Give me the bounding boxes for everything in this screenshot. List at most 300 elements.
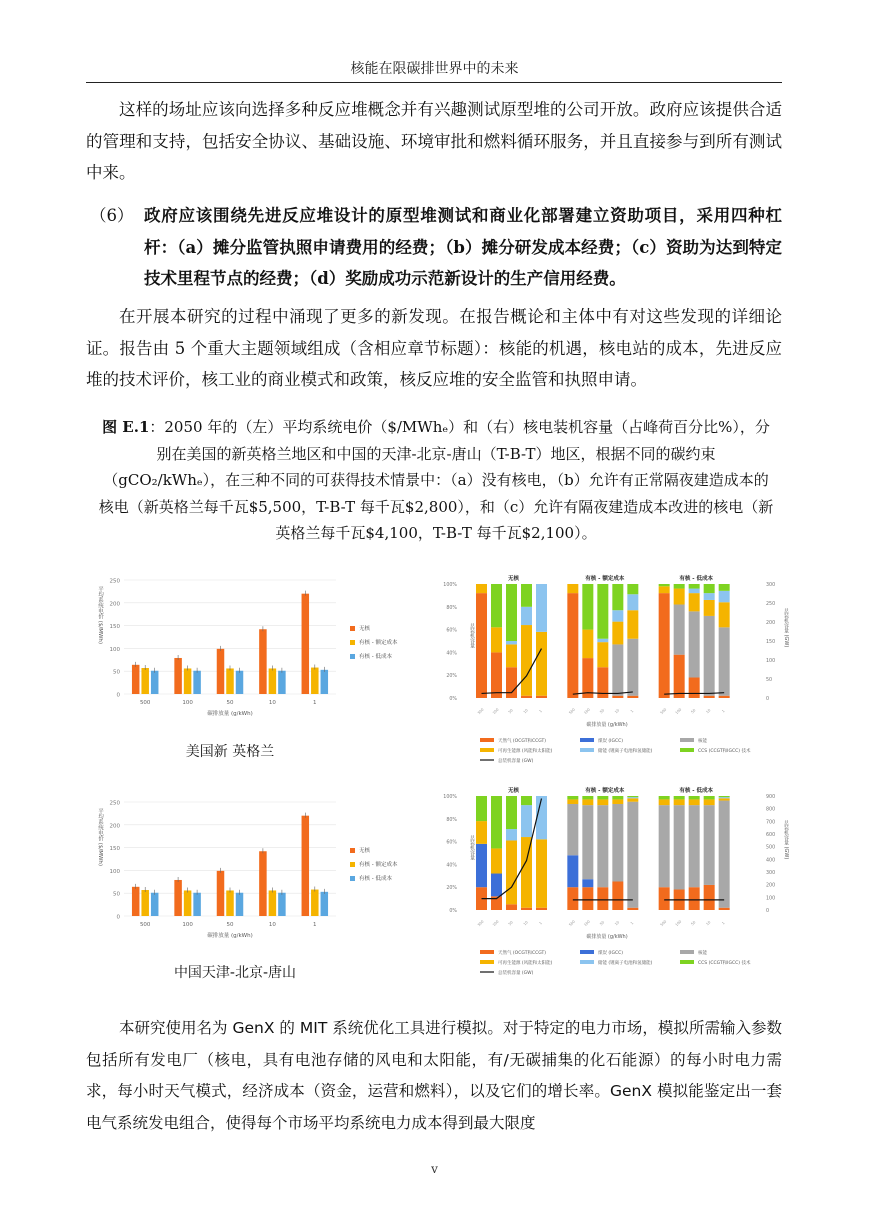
- y2-tick-label: 700: [766, 820, 776, 826]
- x-tick-label: 500: [139, 922, 151, 928]
- price-bar: [321, 892, 329, 916]
- capacity-segment: [627, 594, 638, 610]
- price-chart-tbt: [88, 790, 418, 940]
- capacity-segment: [704, 885, 715, 910]
- y-tick-label: 150: [109, 846, 120, 853]
- y-tick-label: 40%: [446, 863, 457, 869]
- capacity-segment: [536, 796, 547, 839]
- capacity-segment: [659, 584, 670, 586]
- y2-tick-label: 300: [766, 583, 776, 588]
- capacity-segment: [612, 644, 623, 695]
- legend-label: 有核 - 低成本: [359, 654, 392, 660]
- price-bar: [193, 671, 201, 694]
- x-tick-label: 500: [476, 919, 485, 928]
- y-tick-label: 200: [109, 823, 120, 830]
- y-tick-label: 80%: [446, 605, 457, 611]
- y-tick-label: 250: [109, 578, 120, 585]
- item-text: 政府应该围绕先进反应堆设计的原型堆测试和商业化部署建立资助项目，采用四种杠杆：（a）摊分监管执照申请费用的经费；（b）摊分研发成本经费；（c）资助为达到特定技术里程节点的经费；（d）奖励成功示范新设计的生产信用经费。: [144, 206, 782, 288]
- group-title: 有核 - 额定成本: [585, 576, 625, 582]
- y-tick-label: 20%: [446, 674, 457, 680]
- x-tick-label: 50: [226, 922, 234, 928]
- legend-label: 无核: [359, 848, 371, 854]
- capacity-segment: [689, 796, 700, 799]
- legend-label: 有核 - 低成本: [359, 876, 392, 882]
- capacity-segment: [612, 799, 623, 804]
- legend-label: 储能 (锂离子电池和氢储能): [598, 749, 653, 754]
- capacity-segment: [521, 908, 532, 910]
- capacity-segment: [567, 799, 578, 804]
- legend-swatch: [480, 748, 494, 752]
- y-tick-label: 100%: [443, 583, 457, 588]
- price-bar: [311, 890, 319, 916]
- x-tick-label: 500: [139, 700, 151, 706]
- capacity-segment: [612, 804, 623, 882]
- price-bar: [269, 668, 277, 694]
- price-bar: [193, 893, 201, 916]
- capacity-segment: [521, 696, 532, 698]
- capacity-segment: [704, 796, 715, 799]
- capacity-segment: [567, 584, 578, 593]
- paragraph-test-sites: 这样的场址应该向选择多种反应堆概念并有兴趣测试原型堆的公司开放。政府应该提供合适的管理和支持，包括安全协议、基础设施、环境审批和燃料循环服务，并且直接参与到所有测试中来。: [86, 100, 782, 182]
- capacity-segment: [521, 584, 532, 607]
- price-bar: [226, 890, 234, 916]
- x-tick-label: 1: [721, 709, 726, 714]
- capacity-segment: [689, 589, 700, 594]
- capacity-segment: [704, 696, 715, 698]
- y2-tick-label: 50: [766, 678, 773, 683]
- legend-swatch: [680, 748, 694, 752]
- price-bar: [132, 665, 140, 694]
- y-tick-label: 100%: [443, 795, 457, 800]
- capacity-segment: [689, 887, 700, 910]
- x-tick-label: 10: [268, 700, 276, 706]
- price-bar: [236, 671, 244, 694]
- capacity-segment: [597, 805, 608, 887]
- capacity-segment: [506, 840, 517, 904]
- x-tick-label: 10: [522, 708, 529, 715]
- capacity-segment: [597, 887, 608, 910]
- capacity-segment: [689, 611, 700, 677]
- capacity-segment: [582, 796, 593, 799]
- capacity-segment: [674, 584, 685, 589]
- legend-swatch: [580, 960, 594, 964]
- y-tick-label: 0: [116, 914, 120, 921]
- price-bar: [217, 649, 225, 694]
- price-bar: [302, 816, 310, 916]
- capacity-segment: [582, 799, 593, 805]
- capacity-segment: [689, 593, 700, 611]
- x-axis-label: 碳排放量 (g/kWh): [586, 722, 628, 728]
- capacity-segment: [491, 584, 502, 627]
- figure-caption: [96, 414, 776, 547]
- capacity-segment: [521, 837, 532, 908]
- capacity-segment: [689, 799, 700, 805]
- y2-tick-label: 100: [766, 659, 776, 664]
- y-axis-label: 总装机容量: [469, 835, 475, 860]
- running-header: 核能在限碳排世界中的未来: [350, 61, 519, 77]
- capacity-segment: [689, 805, 700, 887]
- x-tick-label: 500: [659, 919, 668, 928]
- x-tick-label: 50: [690, 920, 697, 927]
- y2-tick-label: 250: [766, 602, 776, 607]
- capacity-segment: [597, 584, 608, 639]
- x-tick-label: 10: [614, 708, 621, 715]
- x-tick-label: 50: [226, 700, 234, 706]
- x-tick-label: 100: [583, 707, 591, 716]
- capacity-segment: [612, 584, 623, 610]
- capacity-segment: [536, 839, 547, 907]
- price-bar: [236, 893, 244, 916]
- price-bar: [217, 871, 225, 916]
- x-tick-label: 1: [538, 921, 544, 926]
- capacity-segment: [536, 696, 547, 698]
- x-tick-label: 10: [268, 922, 276, 928]
- group-title: 有核 - 低成本: [679, 576, 713, 582]
- capacity-segment: [659, 805, 670, 887]
- capacity-chart-svg: [436, 780, 789, 988]
- capacity-segment: [704, 584, 715, 593]
- capacity-segment: [719, 801, 730, 908]
- capacity-segment: [674, 589, 685, 605]
- group-title: 有核 - 低成本: [679, 788, 713, 794]
- price-bar: [226, 668, 234, 694]
- price-bar: [302, 594, 310, 694]
- price-bar: [278, 671, 286, 694]
- capacity-segment: [689, 584, 700, 589]
- legend-label: 煤炭 (IGCC): [598, 951, 624, 956]
- price-chart-svg: [88, 790, 418, 940]
- capacity-segment: [627, 696, 638, 698]
- capacity-segment: [476, 584, 487, 593]
- x-tick-label: 1: [313, 922, 317, 928]
- legend-label: 天然气 (OCGT和CCGT): [498, 739, 547, 744]
- capacity-segment: [476, 796, 487, 821]
- legend-swatch: [350, 640, 355, 645]
- capacity-segment: [582, 879, 593, 887]
- price-bar: [321, 670, 329, 694]
- y2-tick-label: 500: [766, 845, 776, 851]
- capacity-segment: [612, 882, 623, 911]
- x-axis-label: 碳排放量 (g/kWh): [207, 711, 253, 717]
- capacity-segment: [704, 600, 715, 616]
- x-tick-label: 50: [599, 920, 606, 927]
- x-tick-label: 100: [491, 919, 500, 928]
- capacity-segment: [719, 627, 730, 695]
- y-tick-label: 0%: [449, 697, 457, 702]
- legend-swatch: [680, 738, 694, 742]
- capacity-segment: [704, 799, 715, 805]
- group-title: 无核: [507, 788, 520, 794]
- capacity-segment: [536, 908, 547, 910]
- capacity-segment: [659, 887, 670, 910]
- capacity-segment: [521, 805, 532, 837]
- x-tick-label: 100: [674, 919, 683, 928]
- price-bar: [151, 671, 159, 694]
- legend-label: 可再生能源 (风能和太阳能): [498, 749, 553, 754]
- legend-label: 总装机容量 (GW): [498, 971, 534, 976]
- capacity-segment: [627, 639, 638, 696]
- legend-swatch: [350, 626, 355, 631]
- legend-swatch: [350, 848, 355, 853]
- capacity-chart-new-england: [436, 568, 789, 778]
- capacity-segment: [674, 796, 685, 799]
- capacity-segment: [627, 584, 638, 594]
- group-title: 无核: [507, 576, 520, 582]
- legend-label: 煤炭 (IGCC): [598, 739, 624, 744]
- capacity-segment: [521, 796, 532, 805]
- capacity-segment: [491, 796, 502, 848]
- page-number: v: [431, 1162, 438, 1176]
- price-bar: [259, 851, 267, 916]
- y-tick-label: 0: [116, 692, 120, 699]
- capacity-segment: [567, 593, 578, 698]
- y-tick-label: 50: [113, 891, 120, 898]
- y-tick-label: 200: [109, 601, 120, 608]
- capacity-segment: [506, 584, 517, 641]
- y-tick-label: 0%: [449, 909, 457, 914]
- y2-axis-label: 总装机容量 (GW): [783, 608, 789, 648]
- y-tick-label: 100: [109, 868, 120, 875]
- figure-label: 图 E.1: [102, 418, 150, 436]
- y-tick-label: 40%: [446, 651, 457, 657]
- capacity-chart-svg: [436, 568, 789, 778]
- figure-caption-text: ：2050 年的（左）平均系统电价（$/MWhₑ）和（右）核电装机容量（占峰荷百分比%），分别在美国的新英格兰地区和中国的天津-北京-唐山（T-B-T）地区，根据不同的碳约束（gCO₂/kWhₑ），在三种不同的可获得技术情景中：（a）没有核电，（b）允许有正常隔夜建造成本的核电（新英格兰每千瓦$5,500，T-B-T 每千瓦$2,800），和（c）允许有隔夜建造成本改进的核电（新英格兰每千瓦$4,100，T-B-T 每千瓦$2,100）。: [98, 418, 774, 542]
- price-chart-svg: [88, 568, 418, 718]
- capacity-segment: [674, 655, 685, 698]
- y2-tick-label: 0: [766, 909, 770, 914]
- x-tick-label: 10: [705, 708, 712, 715]
- capacity-segment: [506, 796, 517, 829]
- legend-label: 无核: [359, 626, 371, 632]
- x-tick-label: 1: [629, 921, 635, 926]
- y2-axis-label: 总装机容量 (GW): [783, 820, 789, 860]
- x-tick-label: 50: [599, 708, 606, 715]
- capacity-segment: [476, 593, 487, 698]
- y2-tick-label: 150: [766, 640, 776, 645]
- capacity-segment: [627, 610, 638, 639]
- legend-label: 核能: [698, 739, 707, 744]
- item-number: （6）: [90, 206, 134, 225]
- x-tick-label: 500: [659, 707, 668, 716]
- capacity-segment: [506, 641, 517, 644]
- capacity-segment: [704, 593, 715, 600]
- x-tick-label: 50: [507, 708, 514, 715]
- x-tick-label: 100: [674, 707, 683, 716]
- capacity-segment: [506, 904, 517, 910]
- y2-tick-label: 200: [766, 621, 776, 626]
- legend-swatch: [350, 654, 355, 659]
- legend-label: 核能: [698, 951, 707, 956]
- capacity-segment: [567, 796, 578, 799]
- y-axis-label: 平均系统电价 ($/MWh): [97, 808, 103, 867]
- capacity-segment: [627, 797, 638, 798]
- x-tick-label: 10: [614, 920, 621, 927]
- capacity-segment: [627, 908, 638, 910]
- legend-swatch: [580, 748, 594, 752]
- y-tick-label: 250: [109, 800, 120, 807]
- price-bar: [174, 658, 182, 694]
- capacity-segment: [567, 887, 578, 910]
- capacity-segment: [659, 796, 670, 799]
- legend-label: CCS (CCGT和IGCC) 技术: [698, 749, 751, 754]
- capacity-segment: [719, 591, 730, 602]
- legend-swatch: [480, 960, 494, 964]
- legend-swatch: [580, 738, 594, 742]
- capacity-segment: [582, 887, 593, 910]
- legend-swatch: [680, 960, 694, 964]
- x-tick-label: 50: [690, 708, 697, 715]
- y-tick-label: 20%: [446, 886, 457, 892]
- capacity-segment: [674, 605, 685, 655]
- legend-label: 有核 - 额定成本: [359, 862, 398, 868]
- capacity-segment: [582, 584, 593, 630]
- capacity-segment: [612, 696, 623, 698]
- paragraph-genx: 本研究使用名为 GenX 的 MIT 系统优化工具进行模拟。对于特定的电力市场，模拟所需输入参数包括所有发电厂（核电，具有电池存储的风电和太阳能，有/无碳捕集的化石能源）的每小时电力需求，每小时天气模式，经济成本（资金，运营和燃料），以及它们的增长率。GenX 模拟能鉴定出一套电气系统发电组合，使得每个市场平均系统电力成本得到最大限度: [86, 1019, 782, 1132]
- y2-tick-label: 300: [766, 871, 776, 876]
- legend-label: 有核 - 额定成本: [359, 640, 398, 646]
- x-tick-label: 100: [583, 919, 591, 928]
- capacity-segment: [491, 652, 502, 698]
- capacity-segment: [491, 627, 502, 652]
- y2-tick-label: 400: [766, 858, 776, 864]
- y2-tick-label: 600: [766, 833, 776, 838]
- capacity-segment: [536, 632, 547, 696]
- legend-swatch: [680, 950, 694, 954]
- capacity-segment: [506, 829, 517, 840]
- y-tick-label: 60%: [446, 628, 457, 634]
- legend-label: 可再生能源 (风能和太阳能): [498, 961, 553, 966]
- capacity-segment: [521, 625, 532, 696]
- capacity-segment: [597, 642, 608, 667]
- legend-label: CCS (CCGT和IGCC) 技术: [698, 961, 751, 966]
- x-tick-label: 50: [507, 920, 514, 927]
- x-tick-label: 1: [721, 921, 726, 926]
- capacity-segment: [612, 610, 623, 621]
- capacity-segment: [491, 874, 502, 897]
- capacity-segment: [719, 908, 730, 910]
- capacity-segment: [674, 799, 685, 805]
- capacity-segment: [689, 677, 700, 698]
- x-axis-label: 碳排放量 (g/kWh): [207, 933, 253, 939]
- capacity-segment: [506, 667, 517, 698]
- capacity-segment: [567, 804, 578, 855]
- capacity-segment: [627, 802, 638, 908]
- legend-swatch: [480, 738, 494, 742]
- y-tick-label: 80%: [446, 817, 457, 823]
- capacity-segment: [582, 630, 593, 659]
- paragraph-findings: 在开展本研究的过程中涌现了更多的新发现。在报告概论和主体中有对这些发现的详细论证。报告由 5 个重大主题领域组成（含相应章节标题）：核能的机遇，核电站的成本，先进反应堆的技术评价，核工业的商业模式和政策，核反应堆的安全监管和执照申请。: [86, 307, 782, 389]
- capacity-segment: [582, 658, 593, 698]
- price-bar: [259, 629, 267, 694]
- capacity-segment: [627, 798, 638, 801]
- capacity-segment: [521, 607, 532, 625]
- capacity-segment: [491, 848, 502, 873]
- group-title: 有核 - 额定成本: [585, 788, 625, 794]
- capacity-segment: [612, 796, 623, 799]
- price-bar: [184, 890, 192, 916]
- y2-tick-label: 100: [766, 896, 776, 902]
- header-rule: [86, 82, 782, 83]
- y-tick-label: 100: [109, 646, 120, 653]
- y2-tick-label: 0: [766, 697, 770, 702]
- capacity-segment: [612, 622, 623, 645]
- legend-swatch: [350, 862, 355, 867]
- capacity-segment: [659, 799, 670, 805]
- legend-swatch: [350, 876, 355, 881]
- legend-swatch: [480, 950, 494, 954]
- price-bar: [184, 668, 192, 694]
- price-bar: [132, 887, 140, 916]
- price-bar: [141, 890, 149, 916]
- x-tick-label: 500: [568, 707, 576, 716]
- y-tick-label: 150: [109, 624, 120, 631]
- price-bar: [151, 893, 159, 916]
- x-tick-label: 500: [568, 919, 576, 928]
- capacity-segment: [597, 799, 608, 805]
- capacity-line: [664, 693, 724, 695]
- x-axis-label: 碳排放量 (g/kWh): [586, 934, 628, 940]
- x-tick-label: 100: [182, 700, 193, 706]
- y-axis-label: 平均系统电价 ($/MWh): [97, 586, 103, 645]
- capacity-segment: [704, 616, 715, 696]
- capacity-segment: [582, 805, 593, 879]
- y-tick-label: 60%: [446, 840, 457, 846]
- y2-tick-label: 800: [766, 807, 776, 813]
- price-bar: [269, 890, 277, 916]
- region-label-tbt: 中国天津-北京-唐山: [173, 965, 297, 981]
- capacity-segment: [659, 593, 670, 698]
- price-chart-new-england: [88, 568, 418, 718]
- x-tick-label: 1: [538, 709, 544, 714]
- x-tick-label: 100: [491, 707, 500, 716]
- capacity-segment: [597, 639, 608, 642]
- capacity-segment: [506, 644, 517, 667]
- capacity-segment: [536, 584, 547, 632]
- y-axis-label: 总装机容量: [469, 623, 475, 648]
- legend-label: 总装机容量 (GW): [498, 759, 534, 764]
- capacity-segment: [704, 805, 715, 885]
- legend-label: 天然气 (OCGT和CCGT): [498, 951, 547, 956]
- capacity-segment: [719, 797, 730, 798]
- x-tick-label: 1: [313, 700, 317, 706]
- price-bar: [141, 668, 149, 694]
- capacity-segment: [719, 798, 730, 800]
- legend-label: 储能 (锂离子电池和氢储能): [598, 961, 653, 966]
- y2-tick-label: 900: [766, 795, 776, 800]
- capacity-segment: [627, 796, 638, 797]
- capacity-segment: [567, 855, 578, 887]
- legend-swatch: [580, 950, 594, 954]
- capacity-segment: [659, 586, 670, 593]
- capacity-segment: [719, 584, 730, 591]
- y2-tick-label: 200: [766, 883, 776, 889]
- x-tick-label: 10: [705, 920, 712, 927]
- capacity-segment: [476, 844, 487, 887]
- price-bar: [174, 880, 182, 916]
- capacity-segment: [719, 602, 730, 627]
- capacity-segment: [719, 796, 730, 797]
- x-tick-label: 100: [182, 922, 193, 928]
- capacity-segment: [674, 805, 685, 889]
- y-tick-label: 50: [113, 669, 120, 676]
- price-bar: [278, 893, 286, 916]
- x-tick-label: 500: [476, 707, 485, 716]
- price-bar: [311, 668, 319, 694]
- capacity-segment: [597, 796, 608, 799]
- x-tick-label: 10: [522, 920, 529, 927]
- capacity-segment: [719, 696, 730, 698]
- capacity-chart-tbt: [436, 780, 789, 988]
